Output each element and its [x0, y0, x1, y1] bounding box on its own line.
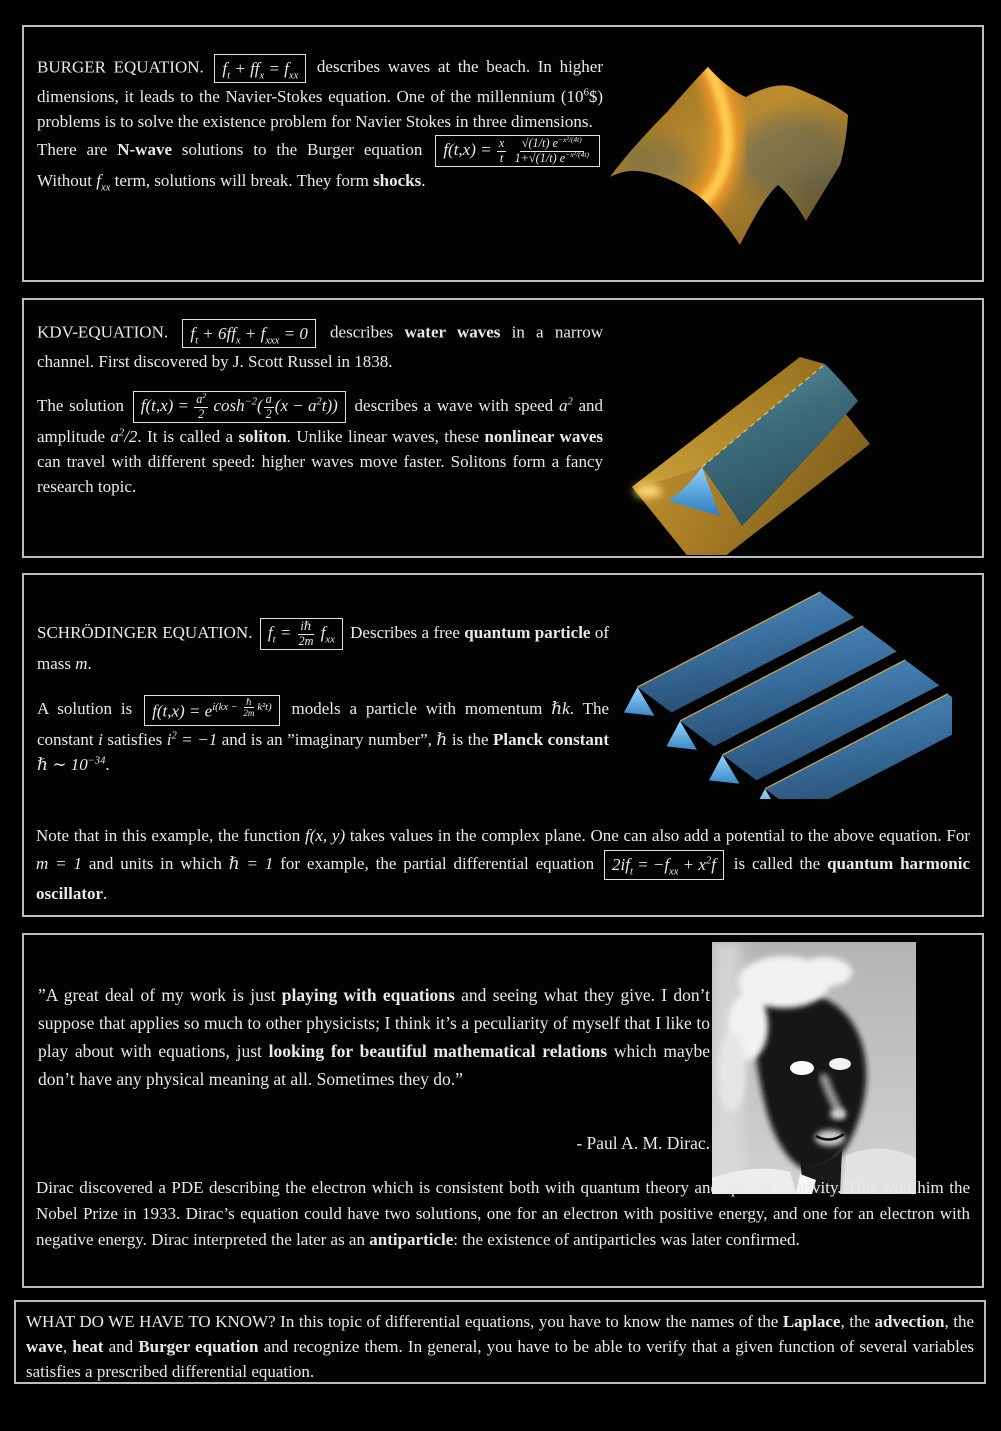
text-segment: $f_t + ff_x = f_{xx}$ — [214, 54, 306, 83]
panel-dirac-quote — [22, 933, 984, 1288]
text-segment: . — [421, 171, 426, 191]
schrodinger-wave-3d-plot — [612, 587, 952, 799]
text-segment: is the — [447, 729, 494, 749]
text-segment: . Unlike linear waves, these — [286, 427, 485, 447]
text-segment: . — [103, 884, 108, 903]
text-segment: A solution is — [37, 699, 142, 719]
text-segment: in a narrow channel. First discovered by J. Scott Russel in 1838. — [37, 322, 603, 371]
kdv-soliton-3d-plot — [620, 345, 970, 555]
dirac-quote-paragraph — [38, 981, 710, 1093]
text-segment: . The constant — [37, 699, 609, 749]
text-segment: $f_{xx}$ — [96, 171, 111, 194]
text-segment: advection — [874, 1312, 945, 1331]
text-segment: f(x, y) — [304, 826, 346, 845]
soliton-surface-svg — [620, 345, 970, 555]
text-segment: m = 1 — [36, 853, 82, 873]
text-segment: There are — [37, 140, 118, 160]
plane-wave-svg — [612, 587, 952, 799]
text-segment: f(t,x) = $\frac{a^2}{2}$ $\cosh^{-2}$( $\frac{a}{2}$ $(x - a^2t)$) — [133, 391, 346, 423]
text-segment: ℏ = 1 — [228, 853, 274, 873]
text-segment: describes waves at the beach. In higher dimensions, it leads to the Navier-Stokes equation. One of the millennium $(10^6\$)$ problems is to solve the existence problem for Navier Stokes in three dimensions. — [37, 57, 603, 131]
text-segment: . — [87, 654, 92, 674]
text-segment: heat — [72, 1337, 104, 1356]
schrodinger-paragraph-1 — [37, 617, 609, 676]
text-segment: soliton — [238, 427, 287, 447]
text-segment: i — [98, 729, 103, 749]
text-segment: describes — [318, 322, 405, 342]
text-segment: Note that in this example, the function — [36, 826, 305, 845]
text-segment: shocks — [373, 171, 422, 191]
text-segment: BURGER EQUATION. — [37, 57, 212, 77]
text-segment: ℏ ∼ $10^{-34}$ — [37, 754, 106, 774]
panel-burger-equation — [22, 25, 984, 282]
kdv-text-block — [37, 318, 603, 499]
text-segment: $a^2$ — [558, 396, 573, 416]
burger-paragraph-2 — [37, 134, 603, 193]
text-segment: wave — [26, 1337, 63, 1356]
know-paragraph — [26, 1309, 974, 1384]
text-segment: The solution — [37, 396, 130, 416]
text-segment: Dirac discovered a PDE describing the electron which is consistent both with quantum theory and special relativity. This won him the Nobel Prize in 1933. Dirac’s equation could have two solutions, one for an electron with positive energy, and one for an electron with negative energy. Dirac interpreted the later as an — [36, 1178, 970, 1249]
dirac-attribution-block — [38, 1131, 710, 1156]
text-segment: , — [62, 1337, 73, 1356]
text-segment: looking for beautiful mathematical relations — [268, 1041, 608, 1061]
text-segment: $f(t,x) = e^{i(kx - \frac{\text{ℏ}}{2m} k^2t)}$ — [144, 695, 279, 726]
text-segment: KDV-EQUATION. — [37, 322, 180, 342]
know-text-block — [26, 1309, 974, 1384]
text-segment: , the — [840, 1312, 875, 1331]
burger-paragraph-1 — [37, 53, 603, 134]
text-segment: $2if_t = -f_{xx} + x^2f$ — [604, 850, 724, 880]
text-segment: describes a wave with speed — [348, 396, 559, 416]
text-segment: ”A great deal of my work is just — [38, 985, 282, 1005]
dirac-attribution: - Paul A. M. Dirac. — [576, 1133, 710, 1153]
dirac-bio-block — [36, 1175, 970, 1253]
panel-kdv-equation — [22, 298, 984, 558]
dirac-bio-paragraph — [36, 1175, 970, 1253]
text-segment: ℏk — [551, 699, 570, 719]
text-segment: $a^2/2$ — [110, 427, 138, 447]
text-segment: SCHRÖDINGER EQUATION. — [37, 623, 257, 643]
kdv-paragraph-2 — [37, 390, 603, 499]
soliton-surface — [632, 357, 870, 555]
schrodinger-text-block — [37, 617, 609, 777]
text-segment: f(t,x) = $\frac{x}{t}$ $\frac{√(1/t) e^{-x^2/(4t)}}{1+√(1/t) e^{-x^2/(4t)}}$ — [435, 135, 600, 167]
burger-nwave-3d-plot — [596, 49, 906, 274]
text-segment: is called the — [726, 853, 828, 873]
burger-text-block — [37, 53, 603, 193]
text-segment: solutions to the Burger equation — [172, 140, 433, 160]
text-segment: . It is called a — [137, 427, 239, 447]
text-segment: WHAT DO WE HAVE TO KNOW? In this topic of differential equations, you have to know the names of the — [26, 1312, 783, 1331]
text-segment: term, solutions will break. They form — [110, 171, 374, 191]
text-segment: can travel with different speed: higher waves move faster. Solitons form a fancy research topic. — [37, 452, 603, 497]
text-segment: $f_t$ = $\frac{\text{iℏ}}{2m}$ $f_{xx}$ — [260, 618, 343, 650]
plane-wave-ridges — [624, 592, 952, 799]
text-segment: takes values in the complex plane. One can also add a potential to the above equation. For — [345, 826, 971, 845]
text-segment: quantum harmonic oscillator — [36, 853, 970, 903]
text-segment: Burger equation — [138, 1337, 259, 1356]
text-segment: $i^2 = -1$ — [166, 729, 218, 749]
text-segment: : the existence of antiparticles was later confirmed. — [453, 1230, 800, 1249]
text-segment: for example, the partial differential equation — [273, 853, 601, 873]
text-segment: $f_t + 6ff_x + f_{xxx} = 0$ — [182, 319, 316, 348]
text-segment: models a particle with momentum — [282, 699, 552, 719]
text-segment: satisfies — [102, 729, 167, 749]
text-segment: quantum particle — [464, 623, 591, 643]
burger-surface — [610, 65, 874, 245]
text-segment: which maybe don’t have any physical meaning at all. Sometimes they do.” — [38, 1041, 710, 1089]
text-segment: antiparticle — [369, 1230, 454, 1249]
text-segment: ℏ — [436, 729, 448, 749]
dirac-quote-block — [38, 981, 710, 1093]
text-segment: . — [105, 754, 110, 774]
text-segment: and seeing what they give. I don’t suppose that applies so much to other physicists; I think it’s a peculiarity of myself that I like to play about with equations, just — [38, 985, 711, 1061]
text-segment: and — [103, 1337, 139, 1356]
text-segment: N-wave — [117, 140, 172, 160]
burger-surface-svg — [596, 49, 906, 274]
text-segment: Laplace — [782, 1312, 841, 1331]
dirac-portrait-photo — [712, 942, 916, 1194]
text-segment: and amplitude — [37, 396, 604, 447]
schrodinger-note-paragraph — [36, 823, 970, 907]
text-segment: playing with equations — [281, 985, 455, 1005]
text-segment: of mass — [37, 623, 609, 674]
text-segment: water waves — [404, 322, 501, 342]
dirac-portrait — [712, 942, 916, 1194]
text-segment: and recognize them. In general, you have to be able to verify that a given function of several variables satisfies a prescribed differential equation. — [26, 1337, 975, 1381]
text-segment: nonlinear waves — [484, 427, 603, 447]
text-segment: Without — [37, 171, 97, 191]
text-segment: m — [75, 654, 88, 674]
text-segment: Planck constant — [493, 729, 610, 749]
kdv-paragraph-1 — [37, 318, 603, 374]
text-segment: Describes a free — [345, 623, 465, 643]
panel-schrodinger-equation — [22, 573, 984, 917]
dirac-portrait-svg — [712, 942, 916, 1194]
schrodinger-note-block — [36, 823, 970, 907]
text-segment: and units in which — [81, 853, 229, 873]
schrodinger-paragraph-2 — [37, 694, 609, 777]
panel-what-to-know — [14, 1300, 986, 1384]
text-segment: and is an ”imaginary number”, — [217, 729, 437, 749]
text-segment: , the — [944, 1312, 974, 1331]
